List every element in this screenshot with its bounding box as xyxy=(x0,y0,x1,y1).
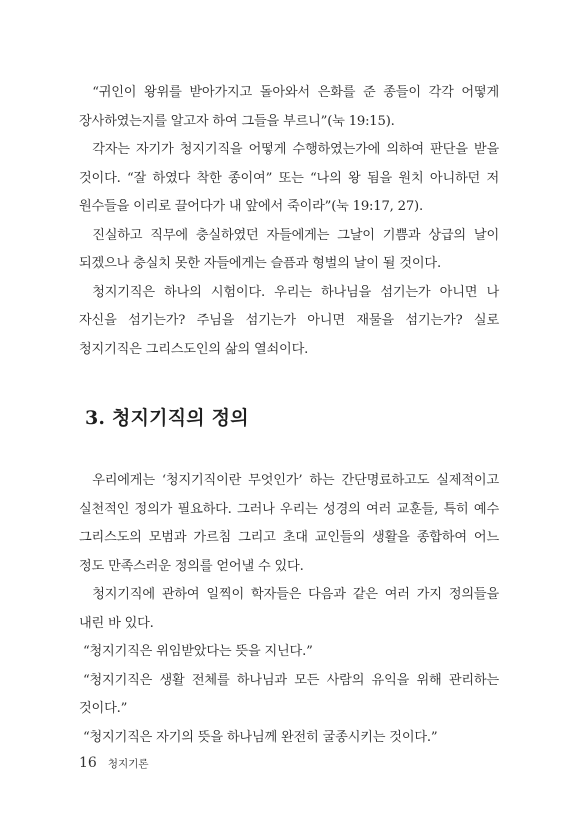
paragraph: 진실하고 직무에 충실하였던 자들에게는 그날이 기쁨과 상급의 날이 되겠으나 충실치 못한 자들에게는 슬픔과 형벌의 날이 될 것이다. xyxy=(79,227,499,271)
paragraph: 우리에게는 ‘청지기직이란 무엇인가’ 하는 간단명료하고도 실제적이고 실천적인 정의가 필요하다. 그러나 우리는 성경의 여러 교훈들, 특히 예수 그리스도의 모범과 가르침 그리고 초대 교인들의 생활을 종합하여 어느 정도 만족스러운 정의를 얻어낼 수 있다. xyxy=(79,473,499,574)
quote-paragraph: “청지기직은 자기의 뜻을 하나님께 완전히 굴종시키는 것이다.” xyxy=(82,729,438,745)
quote-paragraph: “청지기직은 생활 전체를 하나님과 모든 사람의 유익을 위해 관리하는 것이다.” xyxy=(79,672,499,716)
running-title: 청지기론 xyxy=(107,758,149,770)
paragraph: 청지기직에 관하여 일찍이 학자들은 다음과 같은 여러 가지 정의들을 내린 바 있다. xyxy=(79,587,499,631)
page-content xyxy=(79,79,499,752)
paragraph: “귀인이 왕위를 받아가지고 돌아와서 은화를 준 종들이 각각 어떻게 장사하였는지를 알고자 하여 그들을 부르니”(눅 19:15). xyxy=(79,85,499,129)
paragraph: 각자는 자기가 청지기직을 어떻게 수행하였는가에 의하여 판단을 받을 것이다. “잘 하였다 착한 종이여” 또는 “나의 왕 됨을 원치 아니하던 저 원수들을 이리로 끌어다가 내 앞에서 죽이라”(눅 19:17, 27). xyxy=(79,142,499,214)
paragraph: 청지기직은 하나의 시험이다. 우리는 하나님을 섬기는가 아니면 나 자신을 섬기는가? 주님을 섬기는가 아니면 재물을 섬기는가? 실로 청지기직은 그리스도인의 삶의 열쇠이다. xyxy=(79,284,499,357)
section-heading: 3. 청지기직의 정의 xyxy=(85,407,249,429)
page-number: 16 xyxy=(79,755,97,771)
page-footer xyxy=(79,752,149,771)
quote-paragraph: “청지기직은 위임받았다는 뜻을 지닌다.” xyxy=(82,644,313,659)
